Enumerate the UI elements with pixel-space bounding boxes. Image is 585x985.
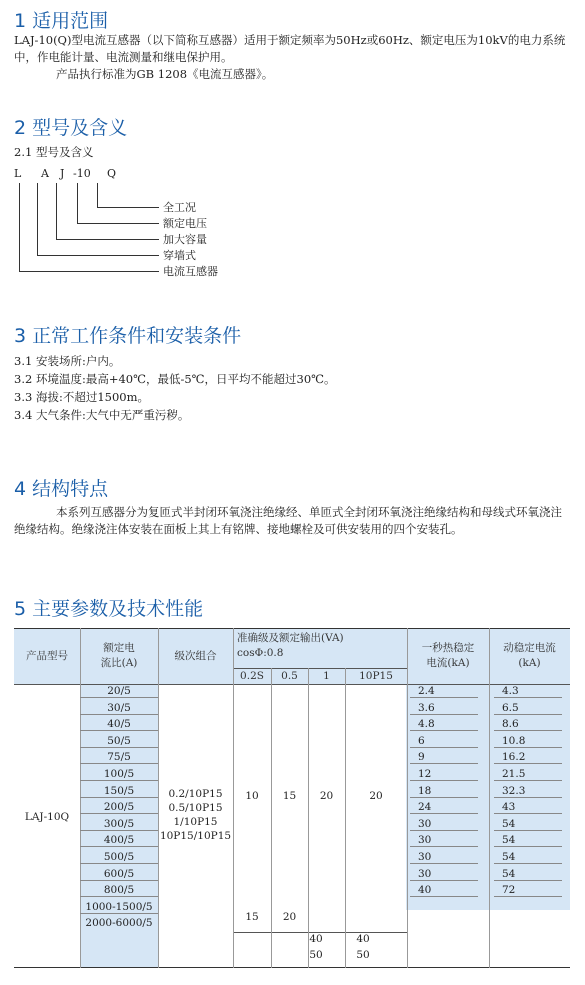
thermal-cell: 30 [410, 851, 478, 864]
header-thermal-line1: 一秒热稳定 [421, 642, 475, 654]
header-thermal [407, 641, 489, 671]
meaning-increased-capacity: 加大容量 [163, 233, 207, 246]
ratio-cell: 1000-1500/5 [80, 901, 158, 914]
ratio-cell: 200/5 [80, 801, 158, 814]
standard-paragraph: 产品执行标准为GB 1208《电流互感器》。 [56, 67, 274, 81]
header-dynamic-line1: 动稳定电流 [503, 642, 556, 654]
thermal-cell: 6 [410, 735, 478, 748]
code-letter-j: J [60, 167, 65, 180]
accuracy-combo: 0.2/10P15 [168, 788, 223, 800]
code-letter-l: L [14, 167, 22, 180]
header-thermal-line2: 电流(kA) [426, 657, 470, 669]
dynamic-cell: 16.2 [494, 751, 562, 764]
output-0.5-1000: 20 [282, 911, 297, 923]
section-5-title: 5 主要参数及技术性能 [14, 598, 204, 620]
header-output [233, 631, 411, 661]
ratio-cell: 150/5 [80, 785, 158, 798]
header-class-10p15: 10P15 [359, 670, 393, 682]
thermal-cell: 24 [410, 801, 478, 814]
dynamic-cell: 54 [494, 868, 562, 881]
accuracy-combo: 1/10P15 [173, 816, 218, 828]
dynamic-cell: 6.5 [494, 702, 562, 715]
dynamic-cell: 54 [494, 818, 562, 831]
meaning-wall-bushing: 穿墙式 [163, 249, 196, 262]
thermal-cell: 12 [410, 768, 478, 781]
header-class-0.5: 0.5 [281, 670, 298, 682]
ratio-cell: 500/5 [80, 851, 158, 864]
dynamic-cell: 72 [494, 884, 562, 897]
dynamic-cell: 8.6 [494, 718, 562, 731]
ratio-cell: 800/5 [80, 884, 158, 897]
section-2-title: 2 型号及含义 [14, 117, 128, 139]
structure-paragraph: 本系列互感器分为复匝式半封闭环氧浇注绝缘经、单匝式全封闭环氧浇注绝缘结构和母线式环氧浇注绝缘结构。绝缘浇注体安装在面板上其上有铭牌、接地螺栓及可供安装用的四个安装孔。 [14, 505, 562, 536]
thermal-cell: 30 [410, 818, 478, 831]
ratio-cell: 50/5 [80, 735, 158, 748]
output-1: 20 [319, 790, 334, 802]
condition-item: 3.1 安装场所:户内。 [14, 354, 121, 368]
accuracy-combo: 10P15/10P15 [159, 830, 232, 842]
ratio-cell: 300/5 [80, 818, 158, 831]
thermal-cell: 30 [410, 834, 478, 847]
dynamic-cell: 32.3 [494, 785, 562, 798]
meaning-full-condition: 全工况 [163, 201, 196, 214]
thermal-cell: 40 [410, 884, 478, 897]
output-10p15: 20 [369, 790, 383, 802]
header-model: 产品型号 [26, 650, 68, 662]
ratio-cell: 600/5 [80, 868, 158, 881]
header-class-0.2s: 0.2S [240, 670, 264, 682]
section-1-body [14, 32, 570, 83]
parameters-table [14, 628, 570, 968]
output-10p15-2000-a: 40 [356, 933, 370, 945]
header-rated-ratio [80, 641, 158, 671]
thermal-cell: 4.8 [410, 718, 478, 731]
section-1-title: 1 适用范围 [14, 10, 109, 32]
dynamic-cell: 21.5 [494, 768, 562, 781]
header-output-line1: 准确级及额定输出(VA) [237, 632, 344, 644]
output-0.5: 15 [282, 790, 297, 802]
header-output-line2: cosΦ:0.8 [237, 647, 284, 659]
dynamic-cell: 54 [494, 851, 562, 864]
ratio-cell: 30/5 [80, 702, 158, 715]
code-letter-q: Q [107, 167, 117, 180]
section-4-title: 4 结构特点 [14, 478, 109, 500]
output-1-2000-b: 50 [309, 949, 323, 961]
header-dynamic [489, 641, 570, 671]
output-0.2s-1000: 15 [245, 911, 259, 923]
section-2-subtitle: 2.1 型号及含义 [14, 145, 94, 159]
section-4-body [14, 504, 570, 538]
model-cell: LAJ-10Q [24, 811, 70, 823]
ratio-cell: 20/5 [80, 685, 158, 698]
condition-item: 3.2 环境温度:最高+40℃，最低-5℃，日平均不能超过30℃。 [14, 372, 336, 386]
code-voltage: -10 [73, 167, 91, 180]
header-dynamic-line2: (kA) [518, 657, 541, 669]
ratio-cell: 100/5 [80, 768, 158, 781]
header-ratio-line2: 流比(A) [100, 657, 138, 669]
header-accuracy-combo: 级次组合 [174, 650, 217, 662]
header-class-1: 1 [323, 670, 330, 682]
output-0.2s: 10 [245, 790, 259, 802]
meaning-current-transformer: 电流互感器 [163, 265, 218, 278]
header-ratio-line1: 额定电 [103, 642, 135, 654]
output-1-2000-a: 40 [309, 933, 323, 945]
output-10p15-2000-b: 50 [356, 949, 370, 961]
condition-item: 3.4 大气条件:大气中无严重污秽。 [14, 408, 190, 422]
dynamic-cell: 43 [494, 801, 562, 814]
section-3-title: 3 正常工作条件和安装条件 [14, 325, 242, 347]
dynamic-cell: 4.3 [494, 685, 562, 698]
thermal-cell: 30 [410, 868, 478, 881]
dynamic-cell: 10.8 [494, 735, 562, 748]
thermal-cell: 18 [410, 785, 478, 798]
ratio-cell: 75/5 [80, 751, 158, 764]
accuracy-combo: 0.5/10P15 [168, 802, 223, 814]
thermal-cell: 9 [410, 751, 478, 764]
code-letter-a: A [41, 167, 49, 180]
ratio-cell: 2000-6000/5 [85, 917, 153, 930]
scope-paragraph: LAJ-10(Q)型电流互感器（以下简称互感器）适用于额定频率为50Hz或60Hz、额定电压为10kV的电力系统中，作电能计量、电流测量和继电保护用。 [14, 33, 566, 64]
dynamic-cell: 54 [494, 834, 562, 847]
ratio-cell: 40/5 [80, 718, 158, 731]
thermal-cell: 2.4 [410, 685, 478, 698]
ratio-cell: 400/5 [80, 834, 158, 847]
meaning-rated-voltage: 额定电压 [163, 217, 207, 230]
thermal-cell: 3.6 [410, 702, 478, 715]
condition-item: 3.3 海拔:不超过1500m。 [14, 390, 149, 404]
